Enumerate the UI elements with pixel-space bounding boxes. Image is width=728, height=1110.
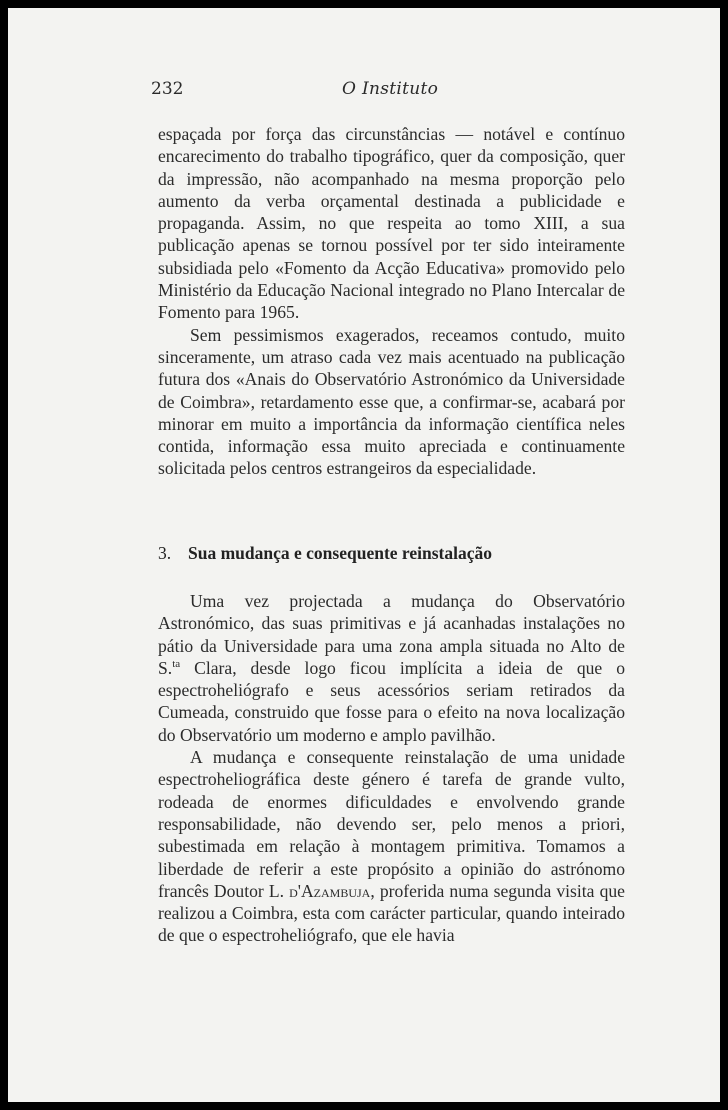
paragraph-text: Uma vez projectada a mudança do Observatório Astronómico, das suas primitivas e já acanhadas instalações no pátio da Universidade para uma zona ampla situada no Alto de S. bbox=[158, 591, 625, 678]
section-title: Sua mudança e consequente reinstalação bbox=[188, 543, 492, 563]
running-title: O Instituto bbox=[342, 79, 439, 99]
page-number: 232 bbox=[151, 79, 184, 99]
paragraph: Sem pessimismos exagerados, receamos contudo, muito sinceramente, um atraso cada vez mais acentuado na publicação futura dos «Anais do Observatório Astronómico da Universidade de Coimbra», retardamento esse que, a confirmar-se, acabará por minorar em muito a importância da informação científica neles contida, informação essa muito apreciada e continuamente solicitada pelos centros estrangeiros da especialidade. bbox=[158, 324, 625, 479]
paragraph bbox=[158, 590, 625, 746]
book-page bbox=[8, 8, 720, 1102]
section-number: 3. bbox=[158, 543, 172, 563]
author-name: d'Azambuja bbox=[289, 880, 371, 901]
paragraph-text: , proferida numa segunda visita que realizou a Coimbra, esta com carácter particular, quando inteirado de que o espectroheliógrafo, que ele havia bbox=[158, 880, 625, 946]
paragraph bbox=[158, 746, 625, 947]
paragraph-text: A mudança e consequente reinstalação de uma unidade espectroheliográfica deste género é tarefa de grande vulto, rodeada de enormes dificuldades e envolvendo grande responsabilidade, não devendo ser, pelo menos a priori, subestimada em relação à montagem primitiva. Tomamos a liberdade de referir a este propósito a opinião do astrónomo francês Doutor L. bbox=[158, 747, 625, 901]
section-heading bbox=[158, 543, 625, 564]
paragraph-continuation: espaçada por força das circunstâncias — notável e contínuo encarecimento do trabalho tipográfico, quer da composição, quer da impressão, não acompanhado na mesma proporção pelo aumento da verba orçamental destinada a publicidade e propaganda. Assim, no que respeita ao tomo XIII, a sua publicação apenas se tornou possível por ter sido inteiramente subsidiada pelo «Fomento da Acção Educativa» promovido pelo Ministério da Educação Nacional integrado no Plano Intercalar de Fomento para 1965. bbox=[158, 124, 625, 323]
superscript: ta bbox=[172, 658, 181, 671]
text-block-bottom bbox=[158, 590, 625, 947]
text-block-top bbox=[158, 123, 625, 480]
page-header bbox=[151, 79, 631, 103]
paragraph-text: Clara, desde logo ficou implícita a ideia de que o espectroheliógrafo e seus acessórios seriam retirados da Cumeada, construido que fosse para o efeito na nova localização do Observatório um moderno e amplo pavilhão. bbox=[158, 657, 625, 745]
